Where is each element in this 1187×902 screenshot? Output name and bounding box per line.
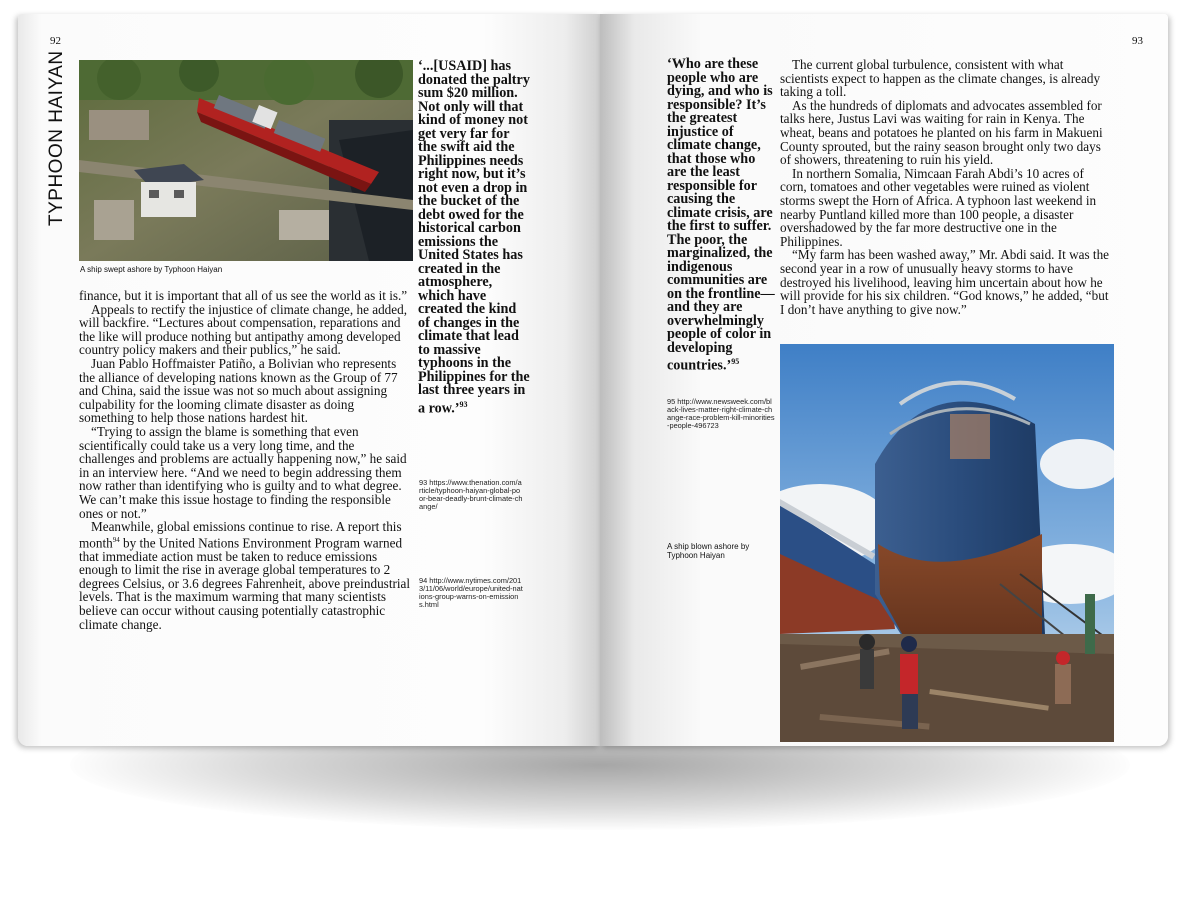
- paragraph-text: by the United Nations Environment Program warned that immediate action must be taken to reduce emissions enough to limit the rise in average global temperatures to 2 degrees Celsius, or 3.6 degrees Fahrenheit, above preindustrial levels. That is the maximum warming that many scientists believe can occur without causing potentially catastrophic climate change.: [79, 535, 411, 632]
- footnote-94: 94 http://www.nytimes.com/2013/11/06/world/europe/united-nations-group-warns-on-emissions.html: [419, 576, 523, 609]
- paragraph: The current global turbulence, consistent with what scientists expect to happen as the climate changes, is already taking a toll.: [780, 57, 1101, 100]
- paragraph: Appeals to rectify the injustice of climate change, he added, will backfire. “Lectures about compensation, reparations and the like will produce nothing but antipathy among developed country policy makers and their publics,” he said.: [79, 301, 408, 358]
- paragraph: “My farm has been washed away,” Mr. Abdi said. It was the second year in a row of unusually heavy storms to have destroyed his livelihood, leaving him uncertain about how he will provide for his six children. “God knows,” he added, “but I don’t have anything to give now.”: [780, 247, 1110, 317]
- paragraph: finance, but it is important that all of us see the world as it is.”: [79, 288, 408, 303]
- paragraph: In northern Somalia, Nimcaan Farah Abdi’s 10 acres of corn, tomatoes and other vegetables were ruined as violent storms swept the Horn of Africa. A typhoon last weekend in nearby Puntland killed more than 100 people, a disaster overshadowed by the far more destructive one in the Philippines.: [780, 165, 1097, 249]
- footnote-reference: 93: [459, 399, 468, 409]
- page-number-right: 93: [1132, 35, 1143, 47]
- ship-ashore-illustration: [780, 344, 1114, 742]
- photo-ship-aerial: [79, 60, 413, 261]
- footnote-93: 93 https://www.thenation.com/article/typhoon-haiyan-global-poor-bear-deadly-brunt-climate-change/: [419, 478, 523, 511]
- pull-quote-text: ‘...[USAID] has donated the paltry sum $20 million. Not only will that kind of money not get very far for the swift aid the Philippines needs right now, but it’s not even a drop in the bucket of the debt owed for the historical carbon emissions the United States has created in the atmosphere, which have created the kind of changes in the climate that lead to massive typhoons in the Philippines for the last three years in a row.’: [418, 58, 530, 417]
- footnote-95: 95 http://www.newsweek.com/black-lives-matter-right-climate-change-race-problem-kill-minorities-people-496723: [667, 397, 775, 430]
- footnote-reference: 94: [112, 535, 120, 544]
- pull-quote-text: ‘Who are these people who are dying, and who is responsible? It’s the greatest injustice of climate change, that those who are the least responsible for causing the climate crisis, are the first to suffer. The poor, the marginalized, the indigenous communities are on the frontline—and they are overwhelmingly people of color in developing countries.’: [667, 56, 775, 374]
- running-head: TYPHOON HAIYAN: [46, 50, 67, 226]
- ship-aerial-illustration: [79, 60, 413, 261]
- photo-ship-ashore: [780, 344, 1114, 742]
- paragraph: “Trying to assign the blame is something that even scientifically could take us a very long time, and the challenges and problems are actually happening now,” he said in an interview here. “And we need to begin addressing them now rather than identifying who is guilty and to what degree. We can’t make this issue hostage to finding the responsible ones or not.”: [79, 423, 407, 521]
- paragraph-text: Meanwhile, global emissions continue to rise. A report this month: [79, 519, 402, 551]
- pull-quote-right: [667, 58, 775, 373]
- footnote-reference: 95: [731, 357, 740, 366]
- paragraph-with-footnote: [79, 520, 412, 631]
- photo-caption-right: A ship blown ashore by Typhoon Haiyan: [667, 542, 750, 560]
- body-text-left: [79, 289, 412, 631]
- photo-caption-left: A ship swept ashore by Typhoon Haiyan: [80, 265, 223, 274]
- paragraph: As the hundreds of diplomats and advocates assembled for talks here, Justus Lavi was waiting for rain in Kenya. The wheat, beans and potatoes he planted on his farm in Makueni County sprouted, but the rainy season brought only two days of showers, threatening to ruin his yield.: [780, 97, 1103, 168]
- pull-quote-left: [418, 60, 530, 416]
- paragraph: Juan Pablo Hoffmaister Patiño, a Bolivian who represents the alliance of developing nations known as the Group of 77 and China, said the issue was not so much about assigning culpability for the looming climate disaster as doing something to help those nations hardest hit.: [79, 355, 398, 426]
- body-text-right: [780, 58, 1113, 316]
- page-number-left: 92: [50, 35, 61, 47]
